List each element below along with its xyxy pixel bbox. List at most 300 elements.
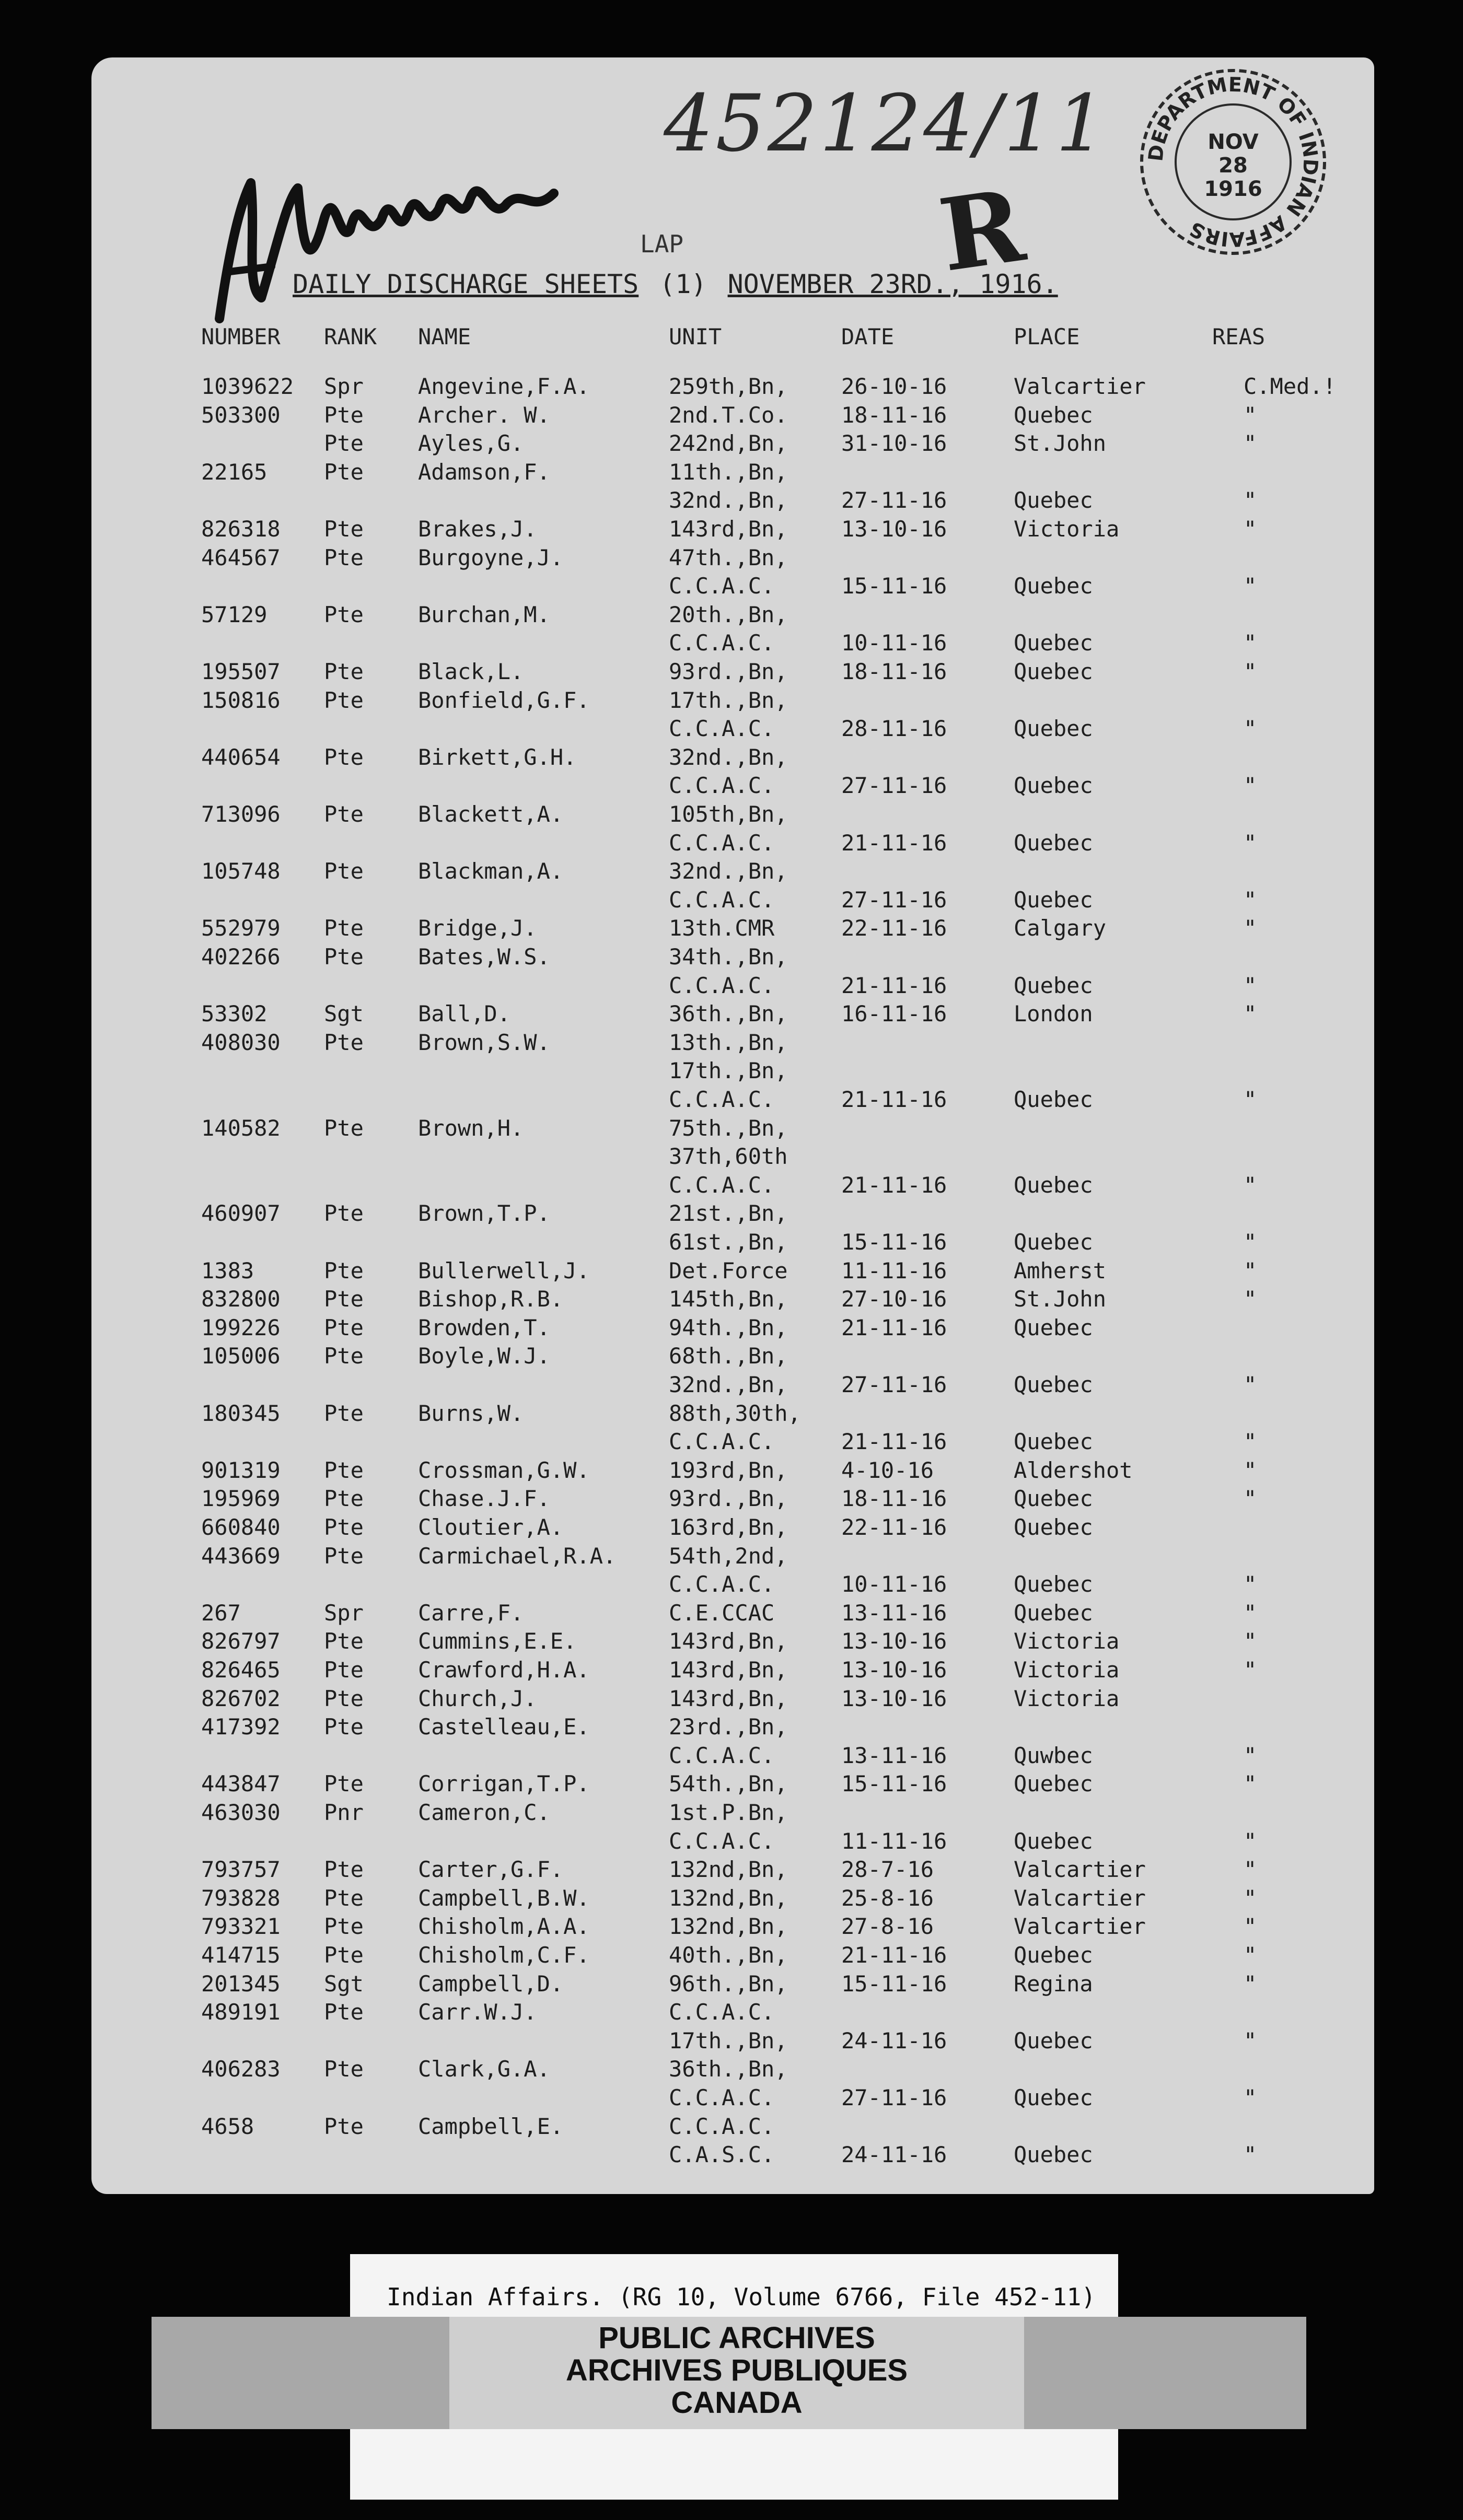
cell-date: 15-11-16 [841,573,947,599]
cell-unit: C.C.A.C. [669,773,775,799]
cell-name: Cummins,E.E. [418,1628,577,1654]
cell-name: Archer. W. [418,402,550,428]
cell-unit: 145th,Bn, [669,1286,788,1312]
cell-date: 25-8-16 [841,1885,934,1911]
cell-place: Victoria [1014,1657,1120,1683]
cell-number: 417392 [201,1714,281,1740]
cell-number: 1039622 [201,374,294,399]
cell-unit: 11th.,Bn, [669,459,788,485]
cell-date: 15-11-16 [841,1229,947,1255]
cell-unit: 193rd,Bn, [669,1457,788,1483]
cell-place: Valcartier [1014,1914,1146,1940]
cell-reason: " [1244,516,1257,542]
cell-number: 267 [201,1600,241,1626]
cell-unit: 242nd,Bn, [669,430,788,457]
cell-unit: C.C.A.C. [669,1172,775,1198]
cell-rank: Pte [324,659,364,684]
cell-unit: 13th.,Bn, [669,1029,788,1055]
cell-place: Quebec [1014,1372,1093,1397]
cell-rank: Pte [324,1771,364,1797]
cell-name: Cloutier,A. [418,1514,564,1540]
cell-number: 414715 [201,1942,281,1968]
cell-unit: 93rd.,Bn, [669,659,788,684]
cell-unit: 61st.,Bn, [669,1229,788,1255]
cell-place: Quwbec [1014,1742,1093,1768]
cell-reason: " [1244,402,1257,428]
cell-rank: Pte [324,1314,364,1340]
cell-unit: C.C.A.C. [669,1999,775,2025]
cell-place: Quebec [1014,1314,1093,1340]
cell-place: Amherst [1014,1257,1107,1284]
cell-place: Quebec [1014,402,1093,428]
department-stamp [1136,65,1330,259]
cell-rank: Pnr [324,1800,364,1825]
cell-reason: " [1244,1372,1257,1397]
handwritten-signature [209,141,575,340]
cell-unit: 32nd.,Bn, [669,1372,788,1397]
cell-unit: 143rd,Bn, [669,1685,788,1711]
cell-unit: 32nd.,Bn, [669,487,788,514]
cell-name: Browden,T. [418,1314,550,1340]
cell-name: Carter,G.F. [418,1857,564,1883]
cell-name: Church,J. [418,1685,537,1711]
header-place: PLACE [1014,324,1080,349]
cell-date: 27-11-16 [841,487,947,514]
cell-unit: 143rd,Bn, [669,1657,788,1683]
cell-name: Brown,S.W. [418,1029,550,1055]
cell-name: Brakes,J. [418,516,537,542]
cell-reason: " [1244,487,1257,514]
cell-date: 13-10-16 [841,1657,947,1683]
cell-unit: C.C.A.C. [669,1571,775,1597]
cell-unit: 34th.,Bn, [669,944,788,970]
cell-place: Quebec [1014,1087,1093,1112]
cell-unit: C.C.A.C. [669,573,775,599]
cell-place: Quebec [1014,1942,1093,1968]
cell-unit: C.C.A.C. [669,630,775,656]
cell-rank: Pte [324,459,364,485]
cell-reason: " [1244,1857,1257,1883]
header-reason: REAS [1212,324,1265,349]
cell-date: 13-10-16 [841,1685,947,1711]
cell-rank: Pte [324,1400,364,1426]
cell-name: Brown,H. [418,1115,524,1141]
cell-place: St.John [1014,430,1107,457]
cell-rank: Pte [324,1457,364,1483]
cell-date: 27-8-16 [841,1914,934,1940]
cell-number: 660840 [201,1514,281,1540]
cell-reason: " [1244,573,1257,599]
cell-reason: " [1244,1001,1257,1027]
cell-date: 18-11-16 [841,1486,947,1512]
cell-name: Corrigan,T.P. [418,1771,590,1797]
cell-number: 832800 [201,1286,281,1312]
cell-date: 22-11-16 [841,1514,947,1540]
cell-place: Quebec [1014,830,1093,856]
cell-unit: 1st.P.Bn, [669,1800,788,1825]
cell-name: Chisholm,C.F. [418,1942,590,1968]
cell-rank: Pte [324,1628,364,1654]
cell-reason: C.Med.! [1244,374,1337,399]
cell-name: Ayles,G. [418,430,524,457]
cell-rank: Pte [324,1942,364,1968]
cell-name: Bishop,R.B. [418,1286,564,1312]
cell-date: 27-10-16 [841,1286,947,1312]
cell-reason: " [1244,1286,1257,1312]
cell-unit: 54th,2nd, [669,1543,788,1569]
handwritten-file-number: 452124/11 [664,78,1108,169]
cell-reason: " [1244,430,1257,457]
cell-unit: 68th.,Bn, [669,1343,788,1369]
cell-date: 13-10-16 [841,1628,947,1654]
stamp-text: DEPARTMENT OF INDIAN AFFAIRS [1144,73,1322,251]
cell-place: Quebec [1014,659,1093,684]
cell-unit: C.A.S.C. [669,2142,775,2168]
cell-number: 503300 [201,402,281,428]
cell-date: 31-10-16 [841,430,947,457]
cell-unit: 17th.,Bn, [669,1058,788,1084]
cell-unit: C.C.A.C. [669,1429,775,1455]
cell-reason: " [1244,1600,1257,1626]
archives-line-2: ARCHIVES PUBLIQUES [565,2353,908,2387]
cell-rank: Pte [324,516,364,542]
cell-name: Black,L. [418,659,524,684]
cell-rank: Pte [324,1857,364,1883]
cell-unit: C.C.A.C. [669,972,775,998]
archives-line-1: PUBLIC ARCHIVES [598,2321,875,2355]
cell-rank: Pte [324,1115,364,1141]
cell-place: Quebec [1014,716,1093,742]
header-number: NUMBER [201,324,281,349]
cell-number: 402266 [201,944,281,970]
header-date: DATE [841,324,895,349]
cell-name: Burns,W. [418,1400,524,1426]
cell-reason: " [1244,659,1257,684]
cell-name: Burchan,M. [418,601,550,627]
cell-rank: Sgt [324,1001,364,1027]
cell-date: 21-11-16 [841,1942,947,1968]
cell-date: 21-11-16 [841,1314,947,1340]
cell-name: Adamson,F. [418,459,550,485]
cell-name: Bates,W.S. [418,944,550,970]
title-sheet-number: (1) [659,269,707,299]
cell-number: 406283 [201,2056,281,2082]
cell-rank: Pte [324,1999,364,2025]
cell-unit: C.C.A.C. [669,1742,775,1768]
cell-date: 15-11-16 [841,1771,947,1797]
cell-date: 10-11-16 [841,1571,947,1597]
cell-reason: " [1244,1657,1257,1683]
cell-unit: C.C.A.C. [669,886,775,913]
cell-name: Bridge,J. [418,915,537,941]
cell-rank: Pte [324,1885,364,1911]
cell-rank: Spr [324,1600,364,1626]
cell-unit: 132nd,Bn, [669,1914,788,1940]
cell-place: Victoria [1014,516,1120,542]
cell-reason: " [1244,1087,1257,1112]
cell-unit: 132nd,Bn, [669,1857,788,1883]
cell-unit: 47th.,Bn, [669,544,788,570]
cell-name: Angevine,F.A. [418,374,590,399]
cell-number: 552979 [201,915,281,941]
cell-unit: 40th.,Bn, [669,1942,788,1968]
cell-name: Boyle,W.J. [418,1343,550,1369]
cell-place: Quebec [1014,773,1093,799]
cell-rank: Pte [324,1286,364,1312]
cell-number: 826465 [201,1657,281,1683]
cell-unit: 93rd.,Bn, [669,1486,788,1512]
cell-name: Campbell,B.W. [418,1885,590,1911]
cell-name: Crawford,H.A. [418,1657,590,1683]
cell-place: Victoria [1014,1685,1120,1711]
cell-name: Carre,F. [418,1600,524,1626]
cell-rank: Pte [324,1257,364,1284]
cell-rank: Pte [324,2056,364,2082]
cell-rank: Pte [324,744,364,770]
cell-place: Quebec [1014,972,1093,998]
cell-place: Valcartier [1014,1885,1146,1911]
cell-unit: 2nd.T.Co. [669,402,788,428]
cell-place: Quebec [1014,1571,1093,1597]
cell-date: 11-11-16 [841,1828,947,1854]
cell-date: 21-11-16 [841,1172,947,1198]
cell-number: 22165 [201,459,268,485]
cell-reason: " [1244,886,1257,913]
cell-place: Quebec [1014,1600,1093,1626]
cell-reason: " [1244,1229,1257,1255]
cell-unit: 259th,Bn, [669,374,788,399]
cell-name: Ball,D. [418,1001,511,1027]
cell-number: 443669 [201,1543,281,1569]
cell-rank: Pte [324,1914,364,1940]
cell-name: Bonfield,G.F. [418,687,590,713]
cell-unit: 32nd.,Bn, [669,858,788,884]
cell-place: St.John [1014,1286,1107,1312]
cell-number: 901319 [201,1457,281,1483]
cell-unit: 132nd,Bn, [669,1885,788,1911]
public-archives-label [449,2322,1024,2419]
cell-place: Quebec [1014,1172,1093,1198]
cell-date: 27-11-16 [841,886,947,913]
cell-number: 57129 [201,601,268,627]
cell-unit: C.C.A.C. [669,2113,775,2139]
cell-place: Regina [1014,1970,1093,1997]
cell-name: Campbell,D. [418,1970,564,1997]
cell-number: 793757 [201,1857,281,1883]
cell-unit: 105th,Bn, [669,801,788,827]
cell-reason: " [1244,1486,1257,1512]
stamp-year: 1916 [1204,177,1262,201]
cell-unit: 143rd,Bn, [669,516,788,542]
cell-unit: 163rd,Bn, [669,1514,788,1540]
cell-number: 793321 [201,1914,281,1940]
cell-name: Clark,G.A. [418,2056,550,2082]
cell-date: 27-11-16 [841,2085,947,2110]
cell-number: 826797 [201,1628,281,1654]
cell-name: Blackman,A. [418,858,564,884]
cell-unit: C.C.A.C. [669,716,775,742]
cell-unit: 88th,30th, [669,1400,801,1426]
cell-name: Burgoyne,J. [418,544,564,570]
cell-number: 408030 [201,1029,281,1055]
cell-reason: " [1244,1771,1257,1797]
cell-date: 28-11-16 [841,716,947,742]
cell-place: Quebec [1014,1828,1093,1854]
archives-line-3: CANADA [671,2386,803,2420]
cell-place: Valcartier [1014,1857,1146,1883]
cell-place: Aldershot [1014,1457,1133,1483]
cell-unit: C.C.A.C. [669,1087,775,1112]
cell-date: 13-11-16 [841,1742,947,1768]
cell-reason: " [1244,716,1257,742]
cell-reason: " [1244,1942,1257,1968]
cell-rank: Pte [324,402,364,428]
cell-unit: 37th,60th [669,1144,788,1170]
cell-name: Crossman,G.W. [418,1457,590,1483]
cell-date: 21-11-16 [841,830,947,856]
header-name: NAME [418,324,471,349]
cell-place: Quebec [1014,573,1093,599]
cell-number: 105748 [201,858,281,884]
cell-rank: Pte [324,1685,364,1711]
cell-place: Quebec [1014,1514,1093,1540]
cell-date: 24-11-16 [841,2027,947,2054]
cell-date: 27-11-16 [841,1372,947,1397]
cell-place: Quebec [1014,630,1093,656]
cell-reason: " [1244,915,1257,941]
cell-reason: " [1244,773,1257,799]
cell-number: 713096 [201,801,281,827]
cell-reason: " [1244,1914,1257,1940]
cell-number: 195507 [201,659,281,684]
cell-rank: Pte [324,1343,364,1369]
cell-rank: Pte [324,1486,364,1512]
cell-reason: " [1244,1628,1257,1654]
cell-reason: " [1244,630,1257,656]
cell-reason: " [1244,1571,1257,1597]
cell-unit: 96th.,Bn, [669,1970,788,1997]
cell-unit: C.E.CCAC [669,1600,775,1626]
cell-place: Quebec [1014,2027,1093,2054]
cell-place: Quebec [1014,1486,1093,1512]
sheet-title [293,269,1058,299]
cell-unit: 21st.,Bn, [669,1200,788,1227]
cell-reason: " [1244,1828,1257,1854]
cell-date: 28-7-16 [841,1857,934,1883]
cell-rank: Pte [324,687,364,713]
cell-unit: 94th.,Bn, [669,1314,788,1340]
cell-reason: " [1244,2027,1257,2054]
cell-unit: C.C.A.C. [669,830,775,856]
cell-rank: Pte [324,544,364,570]
cell-rank: Sgt [324,1970,364,1997]
cell-place: Calgary [1014,915,1107,941]
cell-number: 199226 [201,1314,281,1340]
cell-reason: " [1244,2142,1257,2168]
cell-number: 140582 [201,1115,281,1141]
cell-name: Castelleau,E. [418,1714,590,1740]
cell-name: Chase.J.F. [418,1486,550,1512]
cell-unit: 32nd.,Bn, [669,744,788,770]
cell-reason: " [1244,1885,1257,1911]
cell-date: 16-11-16 [841,1001,947,1027]
cell-name: Carmichael,R.A. [418,1543,617,1569]
header-unit: UNIT [669,324,722,349]
cell-place: Quebec [1014,1429,1093,1455]
cell-rank: Pte [324,1543,364,1569]
cell-date: 10-11-16 [841,630,947,656]
cell-name: Blackett,A. [418,801,564,827]
cell-rank: Pte [324,1657,364,1683]
cell-date: 26-10-16 [841,374,947,399]
cell-number: 1383 [201,1257,254,1284]
cell-date: 18-11-16 [841,659,947,684]
cell-number: 105006 [201,1343,281,1369]
cell-rank: Pte [324,601,364,627]
cell-number: 201345 [201,1970,281,1997]
stamp-day: 28 [1218,154,1248,178]
archive-reference: Indian Affairs. (RG 10, Volume 6766, File 452-11) [387,2283,1096,2311]
cell-unit: 54th.,Bn, [669,1771,788,1797]
cell-reason: " [1244,1172,1257,1198]
cell-number: 195969 [201,1486,281,1512]
title-date: NOVEMBER 23RD., 1916. [727,269,1058,299]
cell-unit: 143rd,Bn, [669,1628,788,1654]
cell-reason: " [1244,830,1257,856]
cell-date: 11-11-16 [841,1257,947,1284]
cell-number: 4658 [201,2113,254,2139]
cell-number: 460907 [201,1200,281,1227]
cell-number: 440654 [201,744,281,770]
cell-rank: Pte [324,1200,364,1227]
cell-place: Quebec [1014,2085,1093,2110]
cell-date: 21-11-16 [841,972,947,998]
title-text: DAILY DISCHARGE SHEETS [293,269,639,299]
cell-unit: Det.Force [669,1257,788,1284]
cell-unit: 17th.,Bn, [669,687,788,713]
cell-unit: 20th.,Bn, [669,601,788,627]
cell-reason: " [1244,1257,1257,1284]
cell-number: 443847 [201,1771,281,1797]
header-rank: RANK [324,324,377,349]
cell-rank: Spr [324,374,364,399]
cell-name: Cameron,C. [418,1800,550,1825]
cell-date: 13-11-16 [841,1600,947,1626]
clerk-initials: LAP [640,230,684,258]
cell-place: Quebec [1014,886,1093,913]
cell-place: Valcartier [1014,374,1146,399]
cell-unit: 36th.,Bn, [669,1001,788,1027]
cell-number: 463030 [201,1800,281,1825]
cell-rank: Pte [324,1714,364,1740]
cell-name: Carr.W.J. [418,1999,537,2025]
cell-date: 18-11-16 [841,402,947,428]
cell-date: 15-11-16 [841,1970,947,1997]
cell-number: 150816 [201,687,281,713]
cell-rank: Pte [324,858,364,884]
cell-reason: " [1244,972,1257,998]
cell-date: 24-11-16 [841,2142,947,2168]
cell-reason: " [1244,1742,1257,1768]
cell-reason: " [1244,1970,1257,1997]
cell-unit: 13th.CMR [669,915,775,941]
cell-reason: " [1244,1457,1257,1483]
cell-unit: 36th.,Bn, [669,2056,788,2082]
cell-number: 464567 [201,544,281,570]
cell-unit: 75th.,Bn, [669,1115,788,1141]
cell-rank: Pte [324,915,364,941]
cell-number: 826318 [201,516,281,542]
